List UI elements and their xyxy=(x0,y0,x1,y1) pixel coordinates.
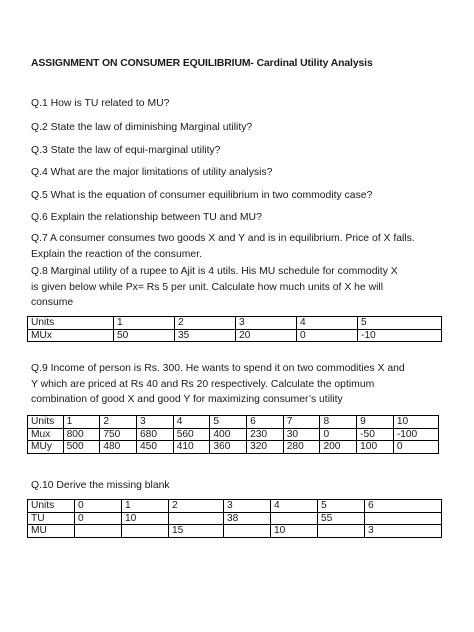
table-cell: 10 xyxy=(271,525,318,538)
table-cell: 55 xyxy=(318,512,365,525)
table-cell: 5 xyxy=(318,500,365,513)
question-1: Q.1 How is TU related to MU? xyxy=(31,98,170,109)
table-cell: 1 xyxy=(122,500,169,513)
table-row xyxy=(28,525,442,538)
table-cell: 320 xyxy=(247,441,284,454)
question-7 xyxy=(31,231,415,262)
table-row xyxy=(28,500,442,513)
table-cell xyxy=(122,525,169,538)
table-row xyxy=(28,317,442,330)
table-cell: 2 xyxy=(100,416,137,429)
table-cell: 15 xyxy=(169,525,224,538)
table-row xyxy=(28,512,442,525)
table-cell: 360 xyxy=(210,441,247,454)
table-cell: 6 xyxy=(247,416,284,429)
row-header-cell: MUy xyxy=(28,441,64,454)
table-cell xyxy=(224,525,271,538)
table-cell: 410 xyxy=(173,441,210,454)
table-cell: -100 xyxy=(393,428,438,441)
table-cell: 200 xyxy=(320,441,357,454)
row-header-cell: Mux xyxy=(28,428,64,441)
table-cell xyxy=(271,512,318,525)
tu-mu-table xyxy=(27,499,442,538)
question-8-line-3: consume xyxy=(31,297,74,308)
table-cell: 20 xyxy=(236,329,297,342)
table-cell: 30 xyxy=(283,428,320,441)
table-cell: 1 xyxy=(63,416,100,429)
row-header-cell: MU xyxy=(28,525,75,538)
table-cell: 500 xyxy=(63,441,100,454)
table-cell: 3 xyxy=(236,317,297,330)
table-cell: 0 xyxy=(75,512,122,525)
table-cell: 0 xyxy=(297,329,358,342)
question-10: Q.10 Derive the missing blank xyxy=(31,480,170,491)
table-cell: 5 xyxy=(210,416,247,429)
table-cell: 800 xyxy=(63,428,100,441)
table-cell: 450 xyxy=(137,441,174,454)
table-cell xyxy=(318,525,365,538)
question-9-line-2: Y which are priced at Rs 40 and Rs 20 respectively. Calculate the optimum xyxy=(31,378,375,390)
question-8-line-1: Q.8 Marginal utility of a rupee to Ajit is 4 utils. His MU schedule for commodity X xyxy=(31,266,398,277)
table-cell: 10 xyxy=(393,416,438,429)
question-6: Q.6 Explain the relationship between TU and MU? xyxy=(31,212,262,223)
table-cell: 0 xyxy=(320,428,357,441)
table-cell: 2 xyxy=(169,500,224,513)
table-cell: 400 xyxy=(210,428,247,441)
question-4: Q.4 What are the major limitations of utility analysis? xyxy=(31,167,273,178)
table-cell: -50 xyxy=(357,428,394,441)
question-9-line-3: combination of good X and good Y for maximizing consumer’s utility xyxy=(31,394,343,405)
table-cell xyxy=(169,512,224,525)
question-8 xyxy=(31,264,398,311)
table-cell: 100 xyxy=(357,441,394,454)
row-header-cell: Units xyxy=(28,500,75,513)
mux-muy-table xyxy=(27,415,439,454)
row-header-cell: Units xyxy=(28,317,114,330)
question-7-line-1: Q.7 A consumer consumes two goods X and Y and is in equilibrium. Price of X falls. xyxy=(31,233,415,244)
table-cell: 3 xyxy=(137,416,174,429)
mu-schedule-table xyxy=(27,316,442,342)
table-row xyxy=(28,441,439,454)
page-title: ASSIGNMENT ON CONSUMER EQUILIBRIUM- Cardinal Utility Analysis xyxy=(31,58,373,69)
table-cell xyxy=(75,525,122,538)
question-3: Q.3 State the law of equi-marginal utility? xyxy=(31,145,221,156)
table-cell: 280 xyxy=(283,441,320,454)
table-cell: 2 xyxy=(175,317,236,330)
table-cell: 480 xyxy=(100,441,137,454)
table-cell: 0 xyxy=(393,441,438,454)
table-cell: 6 xyxy=(365,500,442,513)
table-cell: -10 xyxy=(358,329,442,342)
table-cell xyxy=(365,512,442,525)
table-cell: 1 xyxy=(114,317,175,330)
question-8-line-2: is given below while Px= Rs 5 per unit. Calculate how much units of X he will xyxy=(31,281,384,293)
table-cell: 5 xyxy=(358,317,442,330)
table-cell: 3 xyxy=(224,500,271,513)
table-row xyxy=(28,416,439,429)
question-9-line-1: Q.9 Income of person is Rs. 300. He wants to spend it on two commodities X and xyxy=(31,363,405,374)
table-cell: 8 xyxy=(320,416,357,429)
table-cell: 4 xyxy=(271,500,318,513)
table-cell: 38 xyxy=(224,512,271,525)
table-cell: 4 xyxy=(173,416,210,429)
table-row xyxy=(28,428,439,441)
table-cell: 0 xyxy=(75,500,122,513)
question-7-line-2: Explain the reaction of the consumer. xyxy=(31,248,202,260)
question-5: Q.5 What is the equation of consumer equilibrium in two commodity case? xyxy=(31,190,373,201)
table-cell: 50 xyxy=(114,329,175,342)
question-2: Q.2 State the law of diminishing Marginal utility? xyxy=(31,122,253,133)
table-cell: 750 xyxy=(100,428,137,441)
table-cell: 9 xyxy=(357,416,394,429)
table-cell: 3 xyxy=(365,525,442,538)
table-row xyxy=(28,329,442,342)
table-cell: 680 xyxy=(137,428,174,441)
question-9 xyxy=(31,361,405,408)
table-cell: 10 xyxy=(122,512,169,525)
table-cell: 560 xyxy=(173,428,210,441)
table-cell: 7 xyxy=(283,416,320,429)
row-header-cell: TU xyxy=(28,512,75,525)
table-cell: 35 xyxy=(175,329,236,342)
table-cell: 230 xyxy=(247,428,284,441)
row-header-cell: Units xyxy=(28,416,64,429)
table-cell: 4 xyxy=(297,317,358,330)
row-header-cell: MUx xyxy=(28,329,114,342)
